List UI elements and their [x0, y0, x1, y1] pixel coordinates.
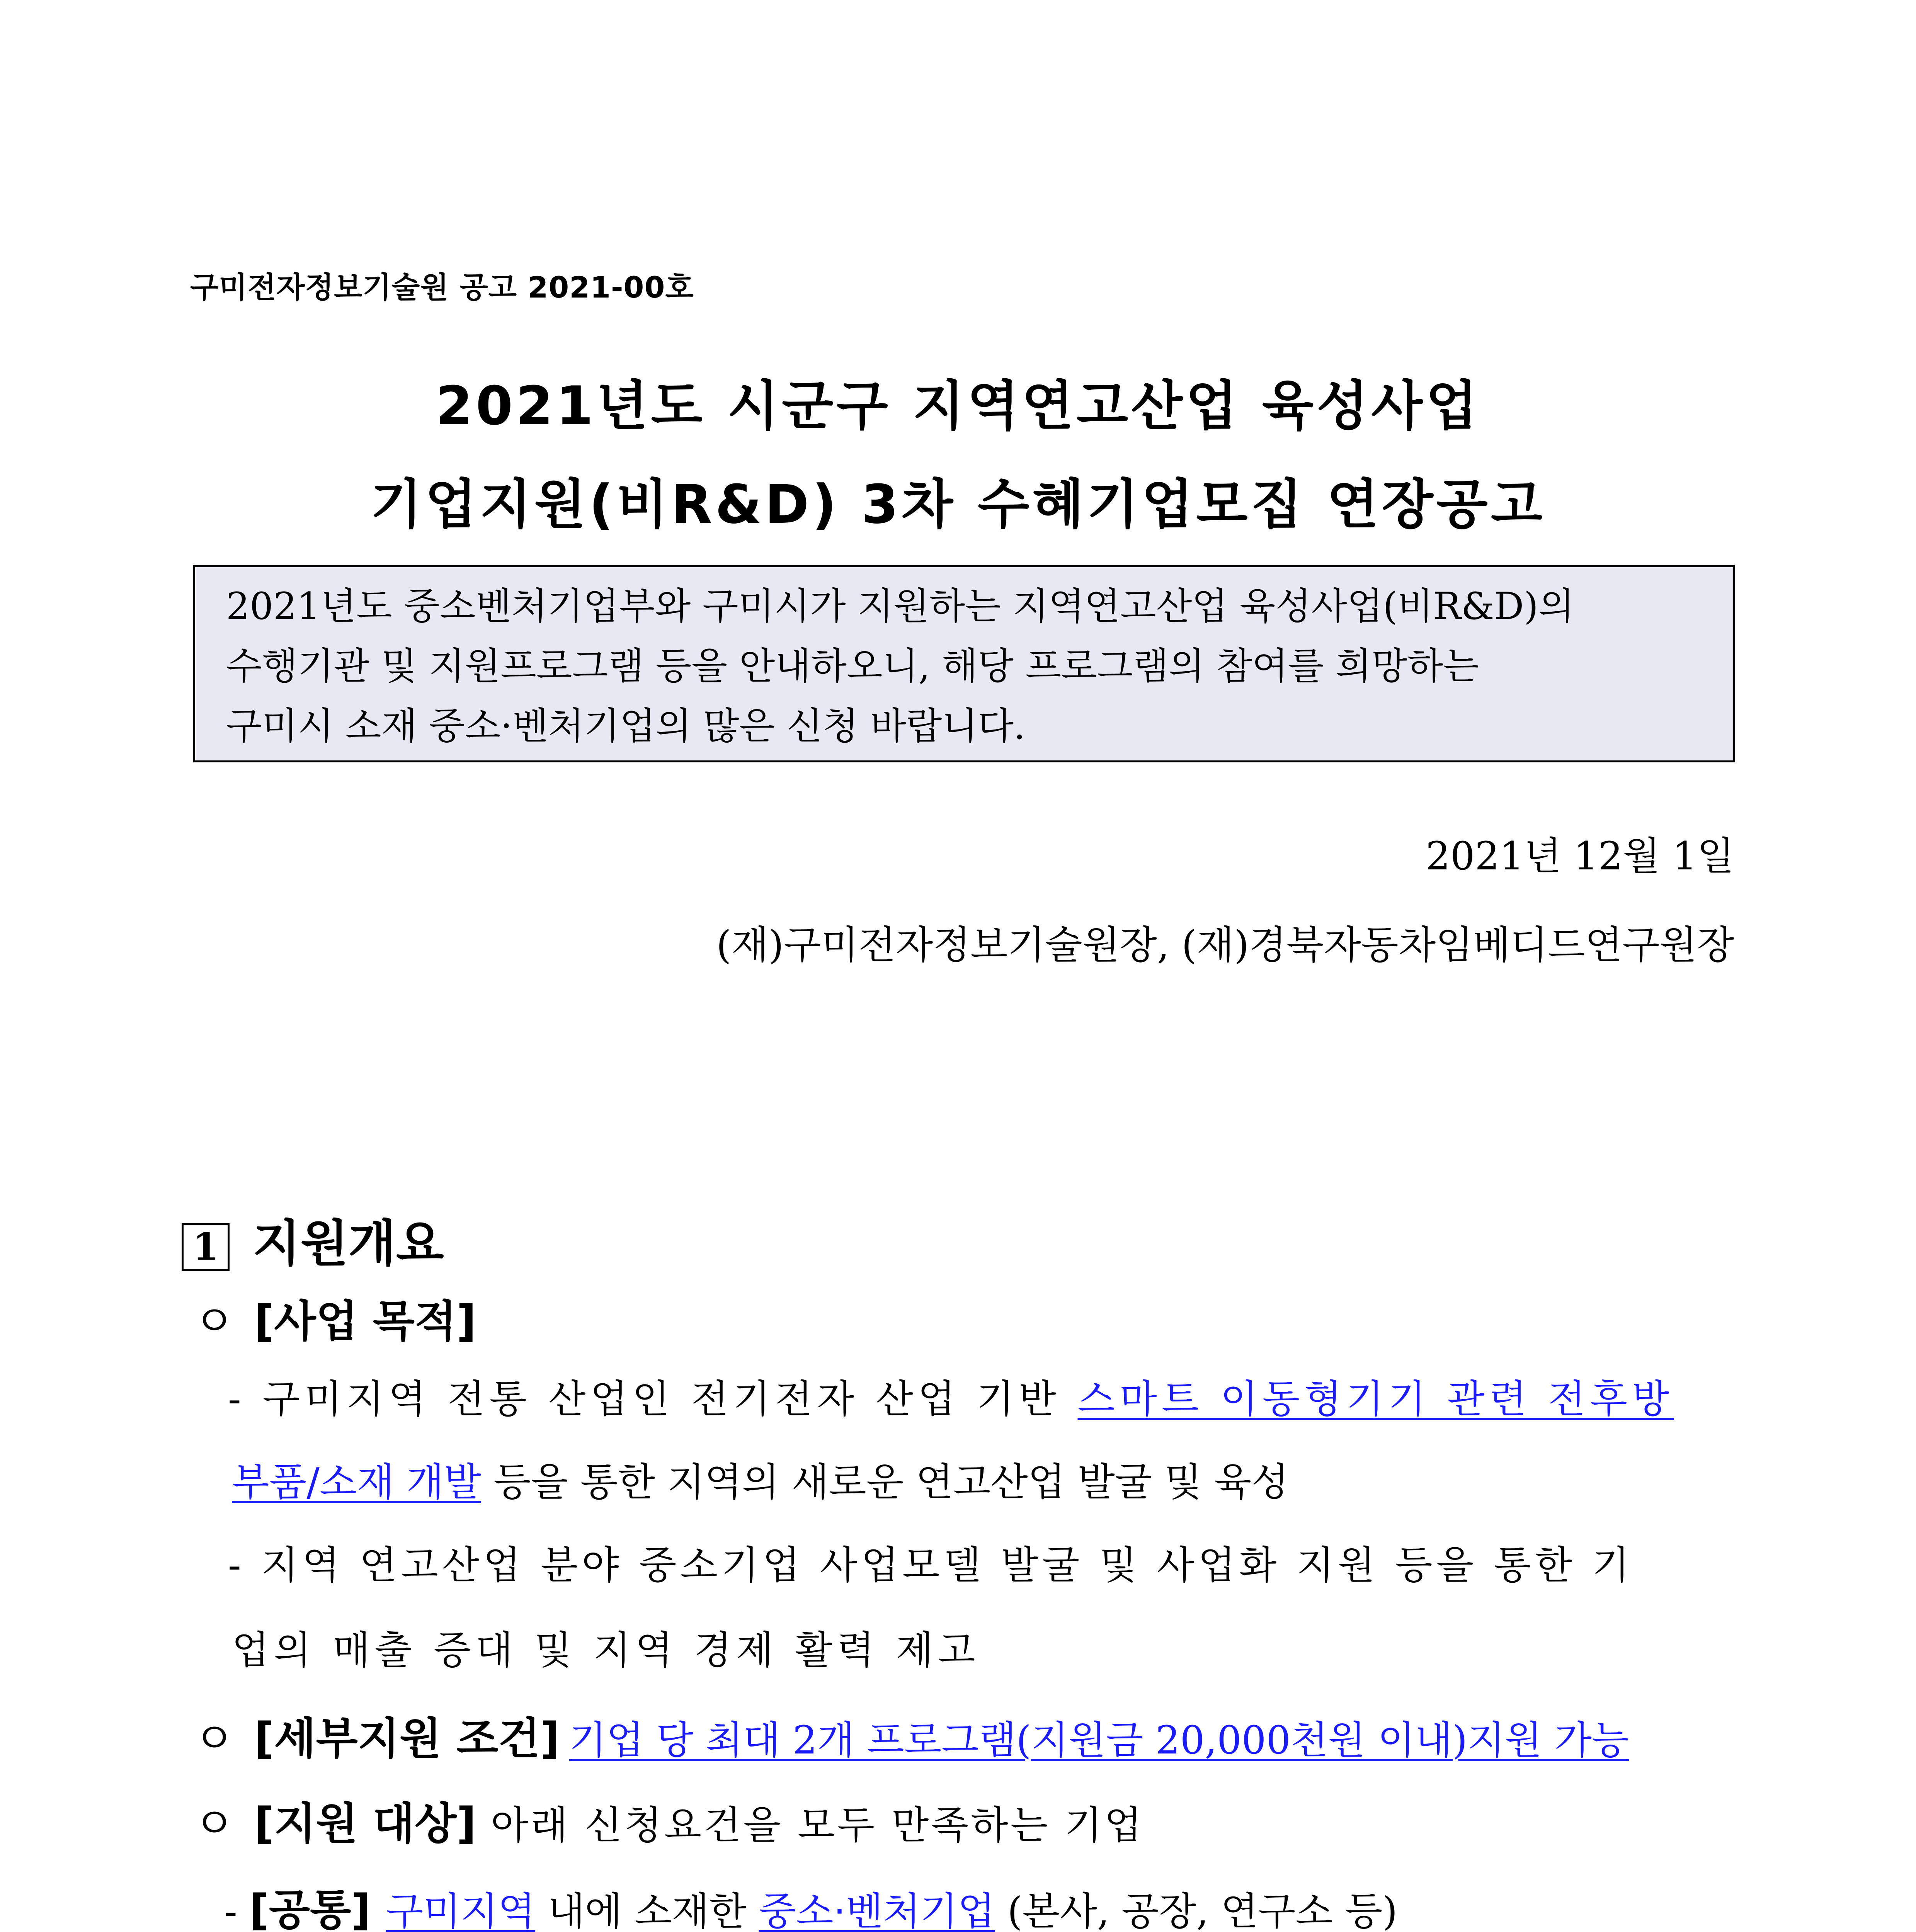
common-suffix: (본사, 공장, 연구소 등) — [995, 1889, 1398, 1932]
bullet-icon: ㅇ — [193, 1799, 235, 1849]
purpose-item-2-line-2: 업의 매출 증대 및 지역 경제 활력 제고 — [232, 1628, 980, 1673]
purpose-item-1-line-2 — [232, 1451, 1289, 1507]
link-sme-venture[interactable]: 중소·벤처기업 — [759, 1889, 995, 1932]
purpose-item-1-suffix: 등을 통한 지역의 새로운 연고산업 발굴 및 육성 — [481, 1459, 1289, 1505]
bullet-icon: ㅇ — [193, 1296, 235, 1347]
title-line-1: 2021년도 시군구 지역연고산업 육성사업 — [436, 375, 1480, 437]
target-common-line — [224, 1876, 1397, 1932]
purpose-item-1-prefix: - 구미지역 전통 산업인 전기전자 산업 기반 — [228, 1376, 1078, 1422]
issuer: (재)구미전자정보기술원장, (재)경북자동차임베디드연구원장 — [716, 922, 1734, 968]
section-1-heading — [182, 1204, 444, 1275]
purpose-label: [사업 목적] — [254, 1296, 476, 1347]
conditions-line — [193, 1704, 1629, 1766]
title-line-2: 기업지원(비R&D) 3차 수혜기업모집 연장공고 — [370, 473, 1546, 536]
section-number-box: 1 — [182, 1223, 230, 1271]
intro-line-1: 2021년도 중소벤처기업부와 구미시가 지원하는 지역연고산업 육성사업(비R&D)의 — [226, 585, 1574, 628]
dash: - — [224, 1889, 250, 1932]
conditions-label: [세부지원 조건] — [254, 1714, 560, 1764]
intro-line-3: 구미시 소재 중소·벤처기업의 많은 신청 바랍니다. — [226, 704, 1026, 748]
purpose-link-parts[interactable]: 부품/소재 개발 — [232, 1459, 482, 1505]
common-mid: 내에 소재한 — [535, 1889, 759, 1932]
purpose-item-2-line-1: - 지역 연고산업 분야 중소기업 사업모델 발굴 및 사업화 지원 등을 통한 기 — [228, 1543, 1634, 1588]
intro-box — [193, 565, 1735, 762]
bullet-icon: ㅇ — [193, 1714, 235, 1764]
section-1-title: 지원개요 — [253, 1215, 444, 1272]
link-gumi-region[interactable]: 구미지역 — [386, 1889, 536, 1932]
notice-date: 2021년 12월 1일 — [1426, 833, 1734, 879]
purpose-link-smart-device[interactable]: 스마트 이동형기기 관련 전후방 — [1077, 1376, 1674, 1422]
notice-number: 구미전자정보기술원 공고 2021-00호 — [190, 270, 694, 304]
purpose-bullet-line — [193, 1287, 476, 1349]
target-line — [193, 1789, 1144, 1851]
common-label: [공통] — [249, 1885, 371, 1932]
intro-line-2: 수행기관 및 지원프로그램 등을 안내하오니, 해당 프로그램의 참여를 희망하는 — [226, 645, 1479, 688]
purpose-item-1-line-1 — [228, 1368, 1674, 1423]
target-label: [지원 대상] — [254, 1799, 476, 1849]
target-text: 아래 신청요건을 모두 만족하는 기업 — [476, 1803, 1144, 1848]
conditions-link[interactable]: 기업 당 최대 2개 프로그램(지원금 20,000천원 이내)지원 가능 — [569, 1718, 1629, 1763]
